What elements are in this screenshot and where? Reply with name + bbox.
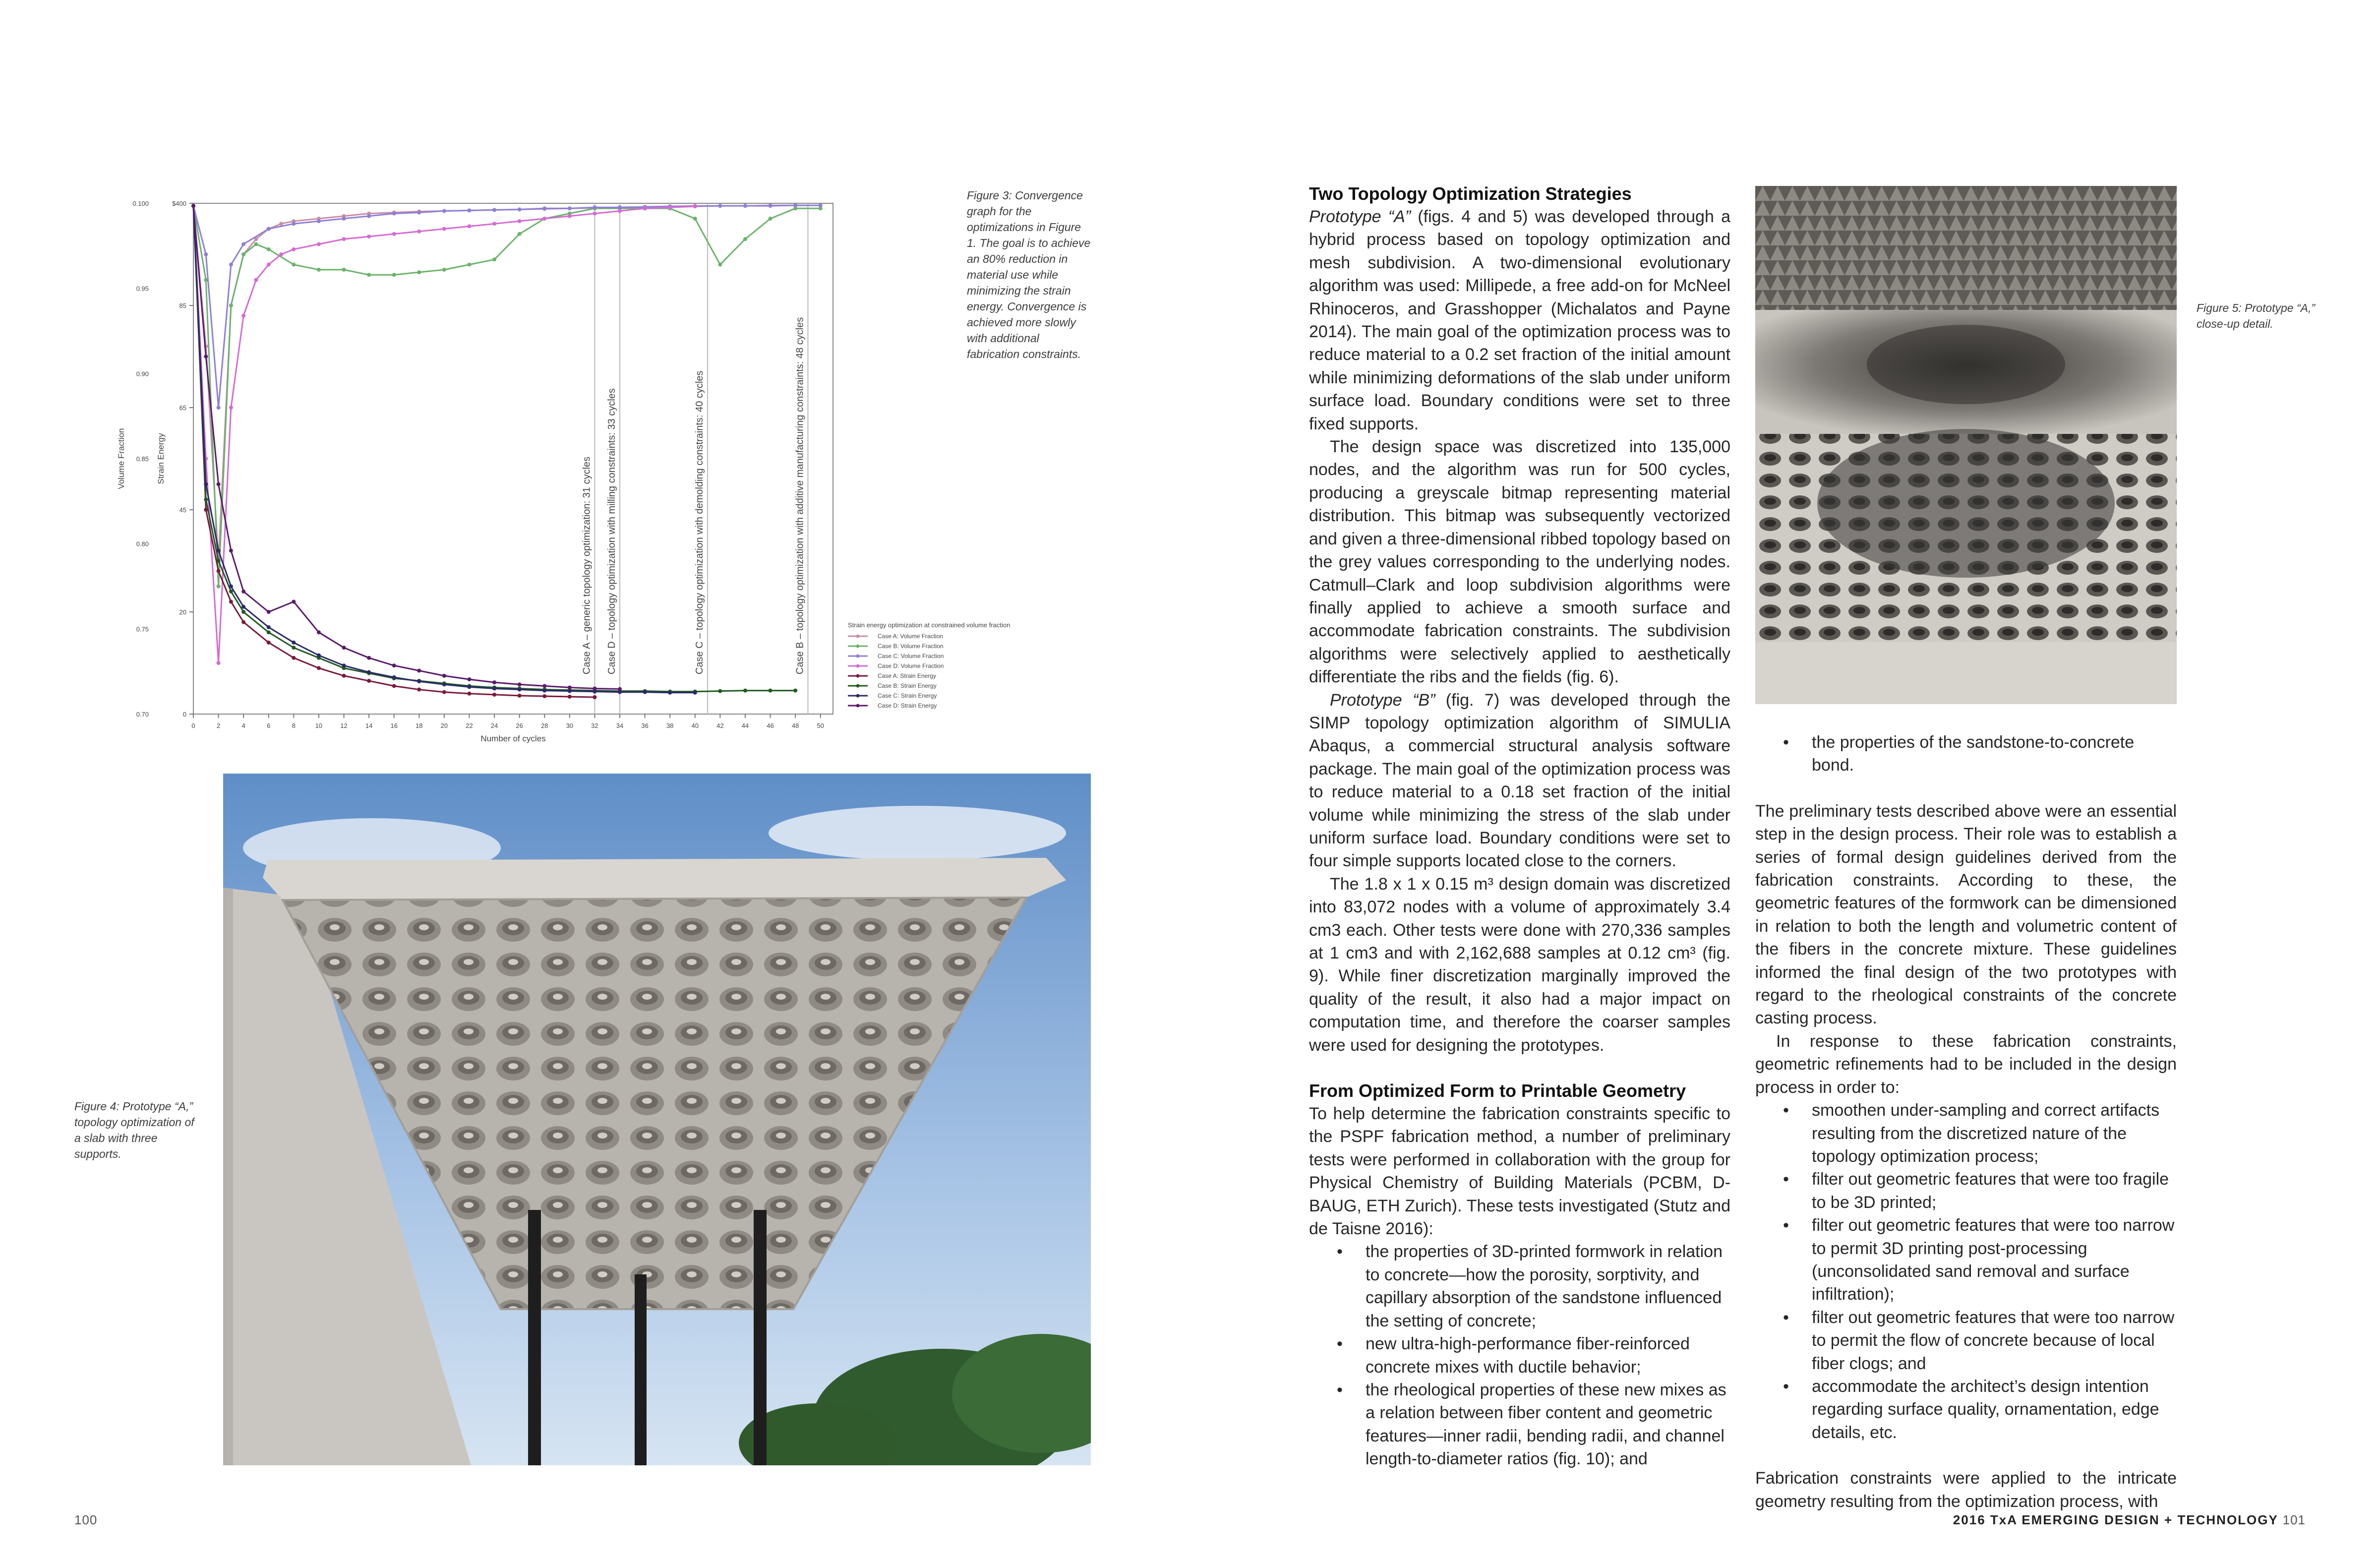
series-point [292, 263, 296, 267]
chart-annotations [581, 203, 808, 714]
legend-label: Case A: Strain Energy [878, 672, 937, 679]
series-point [217, 661, 221, 665]
series-point [392, 212, 396, 216]
series-point [279, 222, 283, 226]
series-point [317, 242, 321, 246]
series-point [718, 689, 722, 693]
legend-label: Case C: Volume Fraction [878, 653, 944, 660]
series-point [292, 646, 296, 650]
series-point [217, 548, 221, 552]
series-point [229, 600, 233, 603]
series-point [204, 252, 208, 256]
series-point [342, 217, 346, 221]
series-point [467, 692, 471, 696]
paragraph-text: (figs. 4 and 5) was developed through a hybrid process based on topology optimization and mesh subdivision. A two-dimensional evolutionary algorithm was used: Millipede, a free add-on for McNeel Rhinoceros, and Grasshopper (Michalatos and Payne 2014). The main goal of the optimization process was to reduce material to a 0.2 set fraction of the initial amount while minimizing deformations of the slab under uniform surface load. Boundary conditions were set to three fixed supports. [1309, 207, 1730, 433]
series-point [442, 690, 446, 694]
vf-tick-label: 0.85 [136, 455, 149, 463]
series-point [718, 204, 722, 208]
column4-paragraph-1: The preliminary tests described above were an essential step in the design process. Their role was to establish a series of formal design guidelines derived from the fabrication constraints. According to these, the geometric features of the formwork can be dimensioned in relation to both the length and volumetric content of the fibers in the concrete mixture. These guidelines informed the final design of the two prototypes with regard to the rheological constraints of the concrete casting process. [1755, 801, 2177, 1028]
section2-bullet-list [1309, 1240, 1730, 1470]
series-point [568, 689, 572, 693]
series-point [241, 314, 245, 318]
series-point [241, 242, 245, 246]
legend-label: Case D: Volume Fraction [878, 662, 944, 669]
legend-marker [856, 704, 860, 708]
legend-marker [856, 694, 860, 698]
series-point [229, 406, 233, 410]
x-tick-label: 40 [691, 722, 699, 729]
column4-paragraph-2: In response to these fabrication constraints, geometric refinements had to be included in the design process in order to: [1755, 1031, 2177, 1097]
series-point [518, 207, 522, 211]
series-point [342, 663, 346, 667]
series-point [254, 242, 258, 246]
series-point [518, 219, 522, 223]
folio-left: 100 [74, 1512, 98, 1527]
annotation-label: Case B – topology optimization with additive manufacturing constraints: 48 cycles [794, 317, 806, 674]
series-point [492, 208, 496, 212]
series-point [518, 694, 522, 698]
series-point [317, 630, 321, 634]
x-tick-label: 14 [365, 722, 373, 729]
series-point [793, 689, 797, 693]
vf-tick-label: 0.75 [136, 625, 149, 633]
series-point [367, 214, 371, 218]
series-point [392, 675, 396, 679]
series-point [492, 222, 496, 226]
convergence-chart [109, 188, 1051, 744]
series-point [643, 206, 647, 210]
x-axis-label: Number of cycles [480, 734, 546, 743]
se-tick-label: 85 [179, 302, 186, 309]
series-point [342, 646, 346, 650]
series-point [593, 687, 596, 691]
list-item: • smoothen under-sampling and correct artifacts resulting from the discretized nature of the topology optimization process; [1755, 1099, 2177, 1168]
running-head-title: 2016 TxA EMERGING DESIGN + TECHNOLOGY [1953, 1512, 2278, 1527]
series-point [367, 656, 371, 660]
paragraph-text: (fig. 7) was developed through the SIMP topology optimization algorithm of SIMULIA Abaqus, a commercial structural analysis software package. The main goal of the optimization process was to reduce material to a 0.18 set fraction of the initial volume while minimizing the stress of the slab under uniform surface load. Boundary conditions were set to four simple supports located close to the corners. [1309, 690, 1730, 871]
series-point [241, 610, 245, 614]
series-point [229, 548, 233, 552]
figure5-caption: Figure 5: Prototype “A,” close-up detail. [2197, 301, 2316, 330]
series-point [217, 559, 221, 563]
list-item: • the properties of 3D-printed formwork in relation to concrete—how the porosity, sorptivity, and capillary absorption of the sandstone influenced the setting of concrete; [1309, 1240, 1730, 1332]
series-point [467, 677, 471, 681]
legend-marker [856, 635, 860, 638]
series-point [204, 355, 208, 359]
series-point [229, 263, 233, 267]
series-point [217, 406, 221, 410]
series-point [442, 674, 446, 678]
section1-paragraph-2: The design space was discretized into 135,000 nodes, and the algorithm was run for 500 cycles, producing a greyscale bitmap representing material distribution. This bitmap was subsequently vectorized and given a three-dimensional ribbed topology based on the grey values corresponding to the underlying nodes. Catmull–Clark and loop subdivision algorithms were finally applied to achieve a smooth surface and accommodate fabrication constraints. The subdivision algorithms were selectively applied to aesthetically differentiate the ribs and the fields (fig. 6). [1309, 437, 1730, 687]
x-tick-label: 6 [267, 722, 271, 729]
series-point [217, 585, 221, 589]
legend-marker [856, 645, 860, 648]
series-point [518, 682, 522, 686]
se-tick-label: 20 [179, 608, 186, 616]
slab-photo-illustration [223, 774, 1091, 1465]
series-point [793, 203, 797, 207]
chart-legend [848, 621, 1010, 709]
series-point [693, 217, 697, 221]
series-point [191, 204, 195, 208]
refinements-bullet-list [1755, 1099, 2177, 1444]
x-tick-label: 50 [817, 722, 824, 729]
series-point [593, 695, 596, 699]
series-point [417, 211, 421, 215]
series-point [204, 497, 208, 501]
x-tick-label: 32 [591, 722, 598, 729]
legend-label: Case D: Strain Energy [878, 702, 937, 709]
series-point [392, 663, 396, 667]
x-tick-label: 10 [315, 722, 323, 729]
series-point [769, 217, 773, 221]
se-tick-label: 45 [179, 506, 186, 514]
x-tick-label: 46 [767, 722, 774, 729]
series-point [267, 630, 271, 634]
running-head [1953, 1512, 2306, 1528]
vf-tick-label: 0.70 [136, 711, 149, 718]
series-point [693, 204, 697, 208]
series-point [267, 263, 271, 267]
legend-title: Strain energy optimization at constrained volume fraction [848, 621, 1011, 629]
series-point [342, 674, 346, 678]
series-point [492, 680, 496, 684]
x-tick-label: 22 [466, 722, 473, 729]
list-item: • filter out geometric features that were too narrow to permit 3D printing post-processing (unconsolidated sand removal and surface infiltration); [1755, 1214, 2177, 1306]
chart-lines [191, 203, 823, 699]
x-tick-label: 18 [416, 722, 423, 729]
x-tick-label: 42 [716, 722, 724, 729]
section2-heading: From Optimized Form to Printable Geometry [1309, 1081, 1686, 1101]
folio-right: 101 [2282, 1512, 2306, 1527]
section1-heading: Two Topology Optimization Strategies [1309, 183, 1632, 204]
list-item: • filter out geometric features that were too narrow to permit the flow of concrete because of local fiber clogs; and [1755, 1306, 2177, 1375]
series-point [492, 693, 496, 697]
series-point [241, 605, 245, 609]
x-tick-label: 28 [541, 722, 548, 729]
figure4-caption: Figure 4: Prototype “A,” topology optimization of a slab with three supports. [74, 1100, 194, 1160]
vf-tick-label: 0.90 [136, 370, 149, 378]
legend-label: Case A: Volume Fraction [878, 633, 944, 640]
series-point [241, 252, 245, 256]
list-item: • filter out geometric features that were too fragile to be 3D printed; [1755, 1168, 2177, 1214]
legend-marker [856, 655, 860, 658]
list-item: • new ultra-high-performance fiber-reinforced concrete mixes with ductile behavior; [1309, 1332, 1730, 1379]
series-point [392, 232, 396, 236]
list-item: • the rheological properties of these new mixes as a relation between fiber content and geometric features—inner radii, bending radii, and channel length-to-diameter ratios (fig. 10); and [1309, 1379, 1730, 1471]
series-point [542, 684, 546, 688]
series-point [643, 690, 647, 694]
series-point [317, 268, 321, 272]
closeup-photo-illustration [1755, 186, 2177, 704]
annotation-label: Case A – generic topology optimization: 31 cycles [581, 456, 593, 674]
series-point [819, 203, 823, 207]
series-point [229, 303, 233, 307]
series-point [229, 590, 233, 594]
series-point [593, 205, 596, 209]
series-point [743, 204, 747, 208]
series-point [317, 666, 321, 670]
series-point [267, 625, 271, 629]
annotation-label: Case C – topology optimization with demolding constraints: 40 cycles [694, 370, 706, 674]
figure4-photo [223, 774, 1091, 1465]
legend-label: Case C: Strain Energy [878, 692, 937, 699]
legend-label: Case B: Volume Fraction [878, 643, 944, 650]
text-column-left [1309, 182, 1730, 1471]
carryover-bullet-list [1755, 731, 2177, 777]
series-point [769, 689, 773, 693]
series-point [693, 691, 697, 695]
series-point [292, 600, 296, 603]
series-point [743, 689, 747, 693]
series-point [518, 688, 522, 692]
series-point [442, 268, 446, 272]
series-point [668, 691, 672, 695]
series-point [254, 278, 258, 282]
series-point [241, 620, 245, 624]
series-point [292, 641, 296, 645]
series-point [317, 654, 321, 658]
legend-label: Case B: Strain Energy [878, 682, 937, 689]
series-line [193, 206, 595, 697]
series-point [292, 656, 296, 660]
series-point [743, 237, 747, 241]
series-point [518, 232, 522, 236]
series-point [568, 685, 572, 689]
plot-frame [193, 203, 833, 714]
series-point [568, 206, 572, 210]
series-point [417, 688, 421, 692]
vf-tick-label: 0.80 [136, 540, 149, 548]
series-point [229, 585, 233, 589]
section2-intro: To help determine the fabrication constraints specific to the PSPF fabrication method, a number of preliminary tests were performed in collaboration with the group for Physical Chemistry of Building Materials (PCBM, D-BAUG, ETH Zurich). These tests investigated (Stutz and de Taisne 2016): [1309, 1104, 1730, 1239]
x-tick-label: 26 [516, 722, 523, 729]
annotation-label: Case D – topology optimization with milling constraints: 33 cycles [606, 388, 617, 674]
series-point [442, 682, 446, 686]
se-tick-label: 0 [182, 711, 186, 718]
series-point [392, 273, 396, 277]
x-tick-label: 48 [791, 722, 799, 729]
series-point [392, 684, 396, 688]
series-point [718, 263, 722, 267]
series-point [279, 252, 283, 256]
series-point [467, 224, 471, 228]
section1-paragraph-4: The 1.8 x 1 x 0.15 m³ design domain was discretized into 83,072 nodes with a volume of approximately 3.4 cm3 each. Other tests were done with 270,336 samples at 1 cm3 and with 2,162,688 samples at 0.12 cm³ (fig. 9). While finer discretization marginally improved the quality of the result, it also had a major impact on computation time, and therefore the coarser samples were used for designing the prototypes. [1309, 874, 1730, 1055]
figure5-photo [1755, 186, 2177, 704]
x-tick-label: 24 [490, 722, 498, 729]
series-point [267, 247, 271, 251]
x-tick-label: 0 [191, 722, 195, 729]
series-point [317, 219, 321, 223]
list-item: • accommodate the architect’s design intention regarding surface quality, ornamentation, edge details, etc. [1755, 1375, 2177, 1444]
series-line [193, 206, 821, 586]
series-point [568, 695, 572, 699]
x-tick-label: 30 [566, 722, 574, 729]
series-point [542, 689, 546, 693]
x-tick-label: 16 [390, 722, 398, 729]
series-point [467, 263, 471, 267]
series-point [342, 237, 346, 241]
vf-tick-label: 0.100 [132, 200, 149, 207]
x-tick-label: 36 [641, 722, 649, 729]
legend-marker [856, 664, 860, 668]
legend-marker [856, 684, 860, 688]
x-tick-label: 34 [616, 722, 624, 729]
series-point [769, 204, 773, 208]
section1-paragraph-3 [1309, 689, 1730, 873]
series-point [593, 212, 596, 216]
y-axis-label-volume: Volume Fraction [117, 428, 126, 489]
series-point [267, 641, 271, 645]
series-point [492, 257, 496, 261]
series-point [367, 235, 371, 239]
series-point [367, 273, 371, 277]
prototype-a-lead: Prototype “A” [1309, 207, 1411, 226]
series-point [618, 209, 622, 213]
series-point [417, 679, 421, 683]
series-point [542, 206, 546, 210]
series-point [618, 687, 622, 691]
series-line [193, 205, 821, 408]
series-point [204, 482, 208, 486]
series-point [568, 214, 572, 218]
series-point [342, 268, 346, 272]
series-point [267, 227, 271, 231]
series-point [241, 590, 245, 594]
legend-marker [856, 674, 860, 678]
figure3-caption: Figure 3: Convergence graph for the optimizations in Figure 1. The goal is to achieve an 80% reduction in material use while minimizing the strain energy. Convergence is achieved more slowly with additional fabrication constraints. [967, 189, 1091, 360]
series-point [267, 610, 271, 614]
series-point [542, 694, 546, 698]
series-point [217, 569, 221, 573]
series-point [417, 230, 421, 234]
series-point [618, 205, 622, 209]
series-point [442, 227, 446, 231]
vf-tick-label: 0.95 [136, 285, 149, 293]
x-tick-label: 8 [292, 722, 296, 729]
series-point [417, 270, 421, 274]
series-point [367, 670, 371, 674]
x-tick-label: 38 [666, 722, 674, 729]
series-point [668, 205, 672, 209]
section1-paragraph-1 [1309, 205, 1730, 435]
x-tick-label: 12 [340, 722, 348, 729]
series-point [467, 685, 471, 689]
series-point [292, 222, 296, 226]
series-point [292, 247, 296, 251]
series-point [217, 482, 221, 486]
x-tick-label: 44 [741, 722, 749, 729]
x-tick-label: 20 [440, 722, 448, 729]
series-point [367, 679, 371, 683]
series-point [417, 668, 421, 672]
text-column-right [1755, 731, 2177, 1513]
series-point [442, 209, 446, 213]
column4-paragraph-3: Fabrication constraints were applied to the intricate geometry resulting from the optimization process, with [1755, 1469, 2177, 1511]
series-point [467, 208, 471, 212]
series-point [542, 217, 546, 221]
se-tick-label: $400 [172, 200, 186, 207]
x-tick-label: 2 [216, 722, 221, 729]
se-tick-label: 65 [179, 404, 186, 412]
x-tick-label: 4 [241, 722, 245, 729]
prototype-b-lead: Prototype “B” [1330, 690, 1435, 710]
y-axis-label-strain: Strain Energy [156, 433, 166, 484]
series-point [492, 687, 496, 691]
list-item: • the properties of the sandstone-to-concrete bond. [1755, 731, 2177, 777]
